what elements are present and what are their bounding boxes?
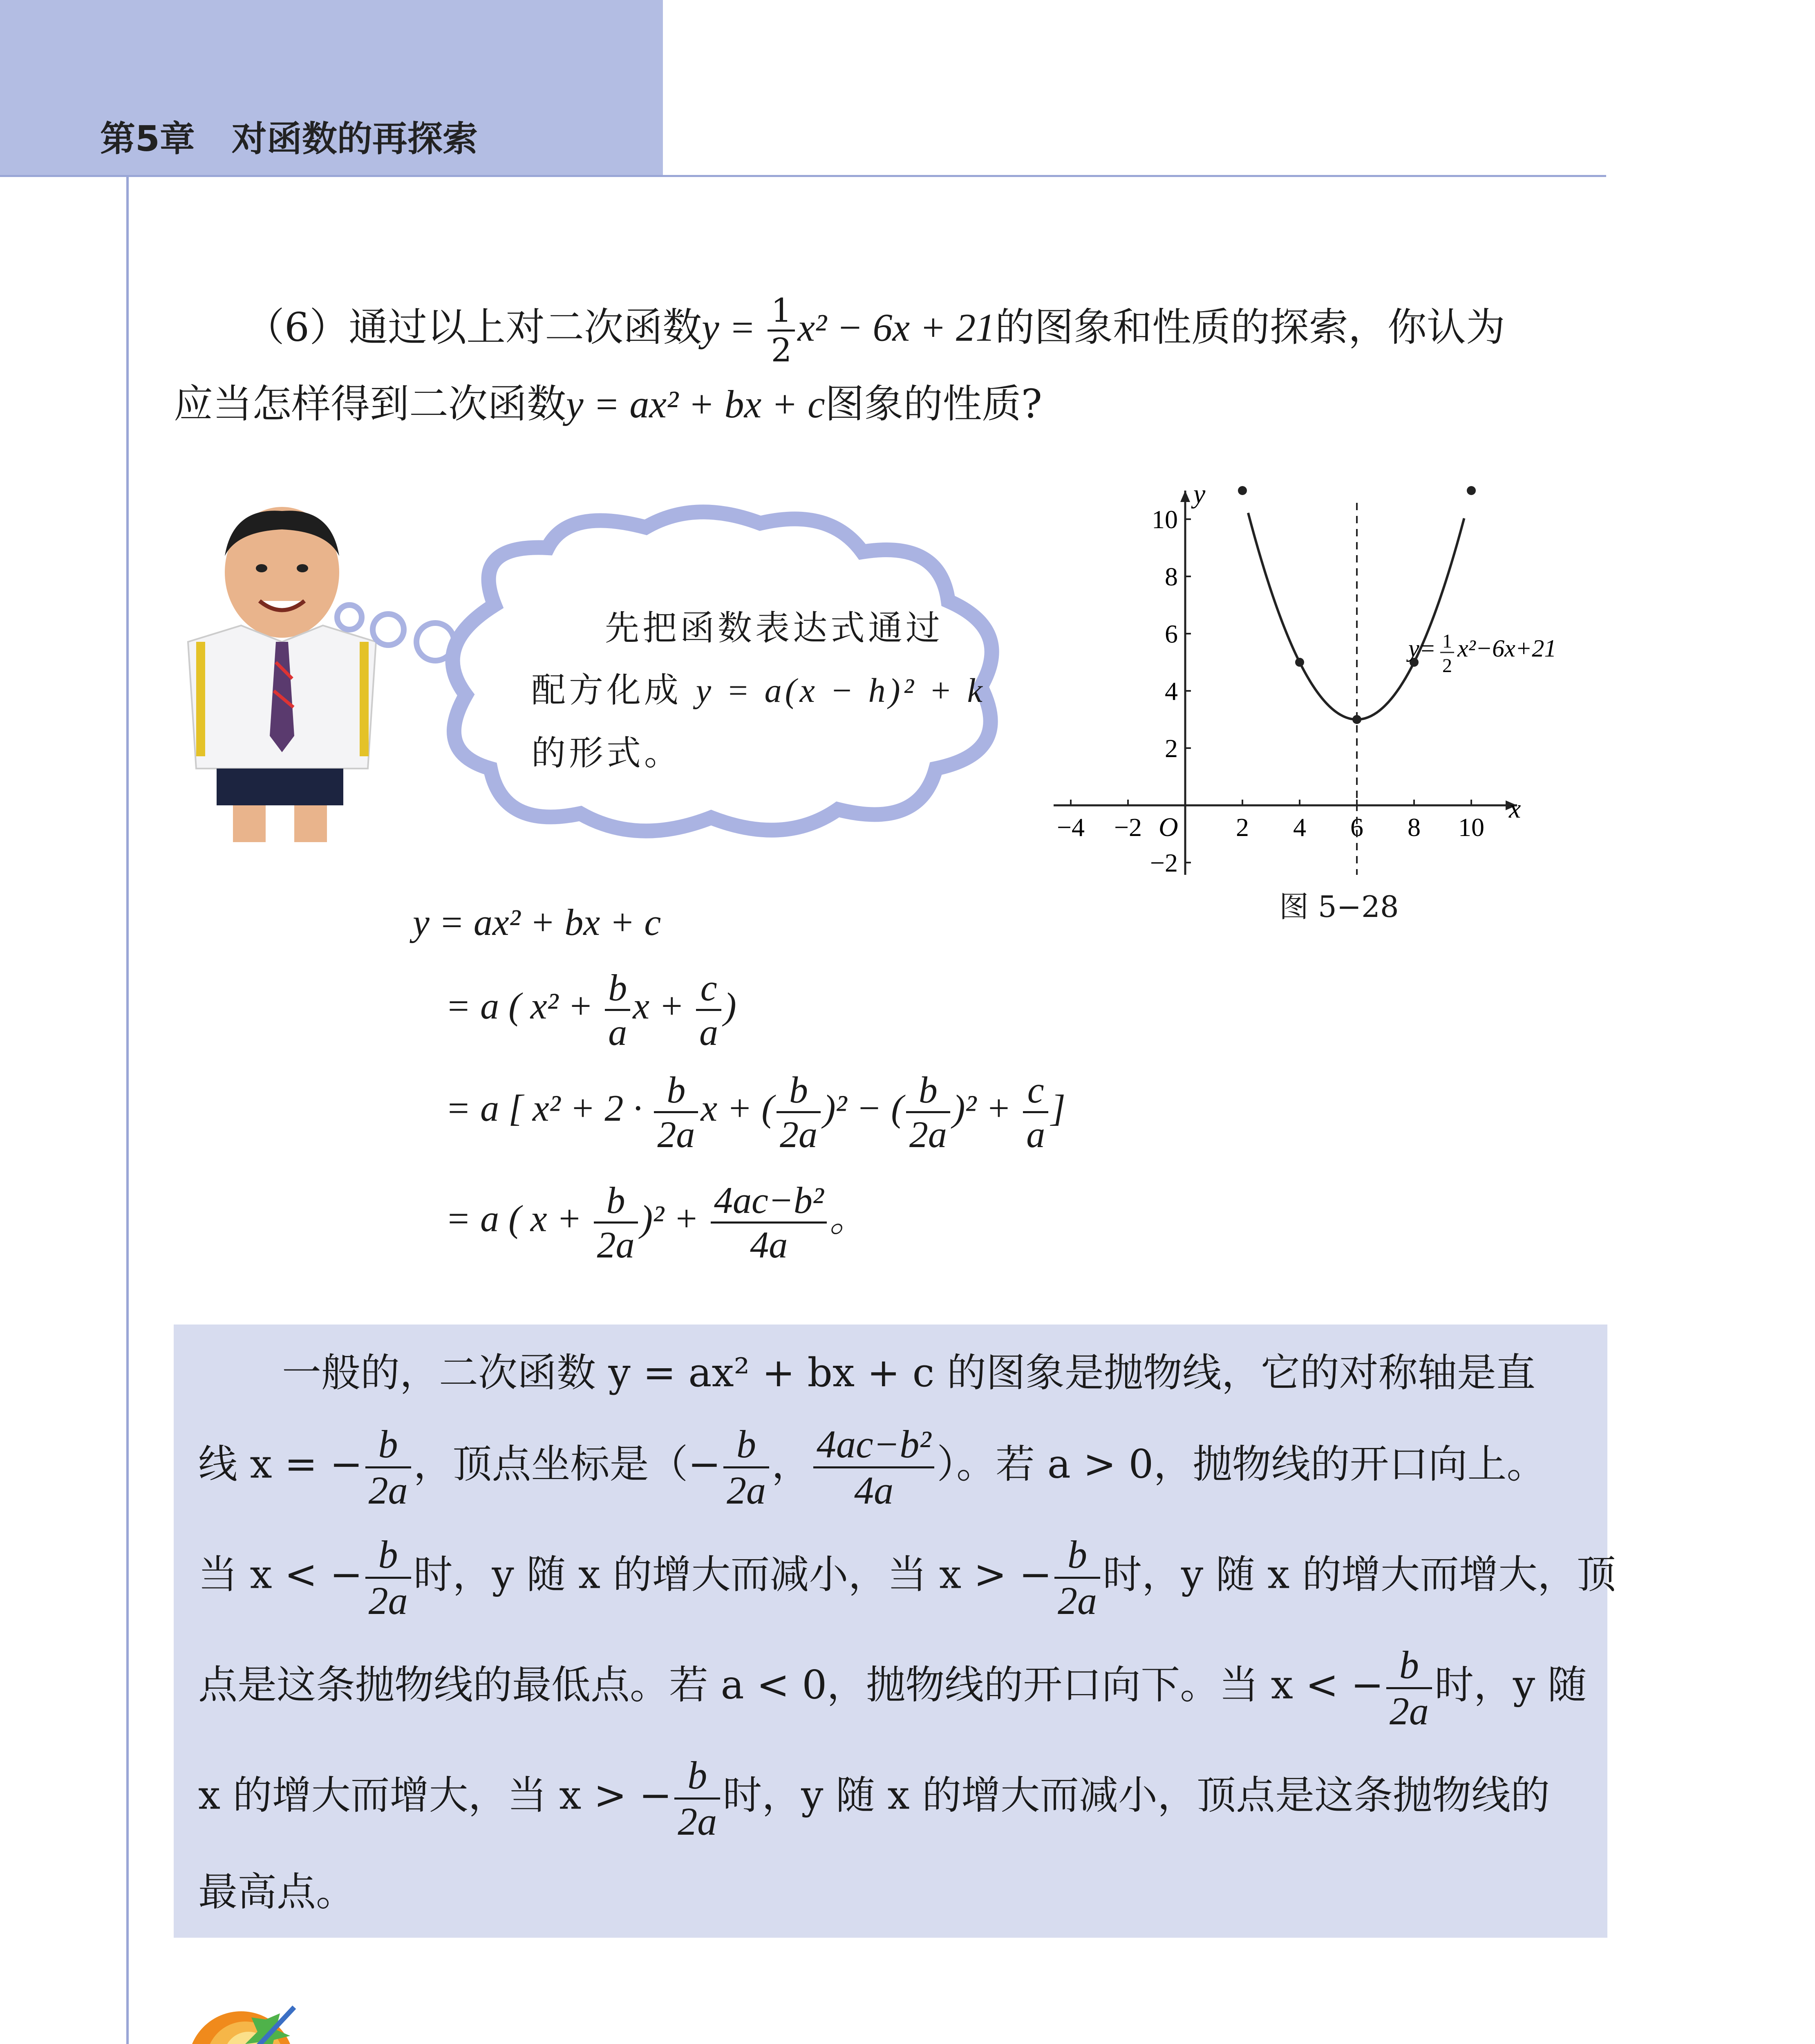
curve-label-rhs: x²−6x+21: [1457, 635, 1557, 662]
x-tick-label: 10: [1458, 813, 1484, 842]
data-point: [1295, 658, 1304, 667]
frac-num: b: [654, 1071, 698, 1113]
deriv-text: )² +: [952, 1087, 1021, 1129]
deriv-text: )² − (: [823, 1087, 904, 1129]
target-icon: [172, 1995, 319, 2044]
fraction: [777, 1071, 821, 1153]
frac-den: 2a: [1058, 1579, 1097, 1623]
fraction: [696, 969, 721, 1051]
fraction: [594, 1181, 638, 1264]
frac-den: 2: [771, 331, 792, 369]
deriv-text: = a ( x² +: [445, 985, 603, 1027]
frac-den: 2a: [1389, 1689, 1429, 1733]
figure-caption: 图 5−28: [1279, 890, 1399, 924]
fraction: [365, 1422, 411, 1512]
y-tick-label: 10: [1152, 505, 1178, 534]
frac-num: b: [605, 969, 630, 1011]
frac-den: 2a: [368, 1468, 408, 1512]
summary-line-4: [198, 1645, 1587, 1731]
summary-text: 线 x = −: [198, 1441, 363, 1487]
summary-line-1: 一般的，二次函数 y = ax² + bx + c 的图象是抛物线，它的对称轴是直: [282, 1350, 1535, 1396]
thought-line-2-text: 配方化成: [531, 670, 682, 710]
fraction: [654, 1071, 698, 1153]
summary-line-3: [198, 1533, 1616, 1623]
summary-text: 时，y 随 x 的增大而减小，当 x > −: [413, 1551, 1052, 1598]
fraction: [1054, 1533, 1100, 1623]
thought-dot: [337, 605, 362, 630]
frac-den: 2a: [909, 1114, 947, 1155]
backpack-strap: [196, 642, 205, 756]
deriv-text: = a ( x +: [445, 1197, 591, 1239]
summary-text: x 的增大而增大，当 x > −: [198, 1772, 672, 1818]
func-rhs: x² − 6x + 21: [797, 305, 995, 350]
frac-den: 2a: [657, 1114, 695, 1155]
frac-den: 2a: [678, 1800, 717, 1843]
frac-den: a: [1026, 1114, 1045, 1155]
summary-text: ）。若 a > 0，抛物线的开口向上。: [937, 1441, 1546, 1487]
data-point: [1352, 715, 1361, 724]
frac-num: b: [365, 1535, 411, 1579]
summary-text: 点是这条抛物线的最低点。若 a < 0，抛物线的开口向下。当 x < −: [198, 1662, 1384, 1708]
chapter-heading: [100, 110, 478, 161]
vertex-form: y = a(x − h)² + k: [696, 672, 986, 710]
fraction: [1023, 1071, 1048, 1153]
frac-num: b: [1054, 1535, 1100, 1579]
deriv-text: )² +: [640, 1197, 708, 1239]
summary-box: [174, 1325, 1607, 1938]
x-tick-label: −4: [1056, 813, 1085, 842]
deriv-text: x + (: [700, 1087, 774, 1129]
frac-den: 2a: [368, 1579, 408, 1623]
x-tick-label: 8: [1408, 813, 1421, 842]
y-axis-label: y: [1193, 479, 1206, 509]
frac-num: b: [1386, 1645, 1432, 1689]
parabola-graph: [1050, 458, 1614, 875]
thought-line-3: 的形式。: [531, 733, 682, 773]
x-tick-label: −2: [1114, 813, 1142, 842]
frac-num: b: [777, 1071, 821, 1113]
fraction: [1386, 1645, 1432, 1731]
deriv-text: ]: [1051, 1087, 1066, 1129]
y-tick-label: 6: [1165, 619, 1178, 648]
frac-den: 4a: [854, 1468, 894, 1512]
frac-num: b: [674, 1756, 720, 1800]
thought-dot: [373, 614, 404, 645]
frac-den: 2a: [597, 1224, 635, 1266]
data-point: [1238, 486, 1247, 495]
summary-text: 时，y 随: [1434, 1662, 1587, 1708]
intro-line-2: [174, 381, 1043, 427]
x-tick-label: 6: [1350, 813, 1363, 842]
deriv-text: ): [724, 985, 736, 1027]
frac-num: 1: [768, 294, 795, 332]
thought-line-1: 先把函数表达式通过: [605, 608, 944, 648]
challenge-title: [323, 2040, 516, 2044]
curve-label-den: 2: [1442, 655, 1452, 677]
thought-text: [531, 597, 1005, 784]
summary-text: ，顶点坐标是（−: [413, 1441, 721, 1487]
x-axis-label: x: [1509, 794, 1521, 824]
derivation-line-3: [445, 1071, 1065, 1153]
func-lhs: y =: [702, 305, 765, 350]
summary-line-5: [198, 1753, 1550, 1843]
margin-rule: [126, 177, 129, 2044]
derivation-line-2: [445, 969, 736, 1051]
intro-text-2-post: 图象的性质?: [825, 381, 1043, 427]
frac-num: c: [1023, 1071, 1048, 1113]
frac-num: b: [723, 1425, 769, 1468]
frac-num: 4ac−b²: [711, 1181, 827, 1224]
header-rule: [0, 175, 1606, 177]
boy-eye-right: [297, 564, 308, 572]
curve-label-num: 1: [1442, 630, 1452, 652]
deriv-text: 。: [829, 1197, 867, 1239]
fraction: [674, 1753, 720, 1843]
frac-den: 2a: [727, 1468, 766, 1512]
fraction: [605, 969, 630, 1051]
x-tick-label: 2: [1236, 813, 1249, 842]
summary-line-2: [198, 1422, 1546, 1512]
data-point: [1467, 486, 1476, 495]
intro-text-post: 的图象和性质的探索，你认为: [995, 304, 1505, 350]
frac-den: 4a: [750, 1224, 788, 1266]
frac-num: b: [365, 1425, 411, 1468]
thought-line-2: [531, 659, 1005, 722]
summary-text: ，: [772, 1441, 811, 1487]
boy-eye-left: [256, 564, 267, 572]
y-tick-label: 2: [1165, 734, 1178, 763]
intro-line-1: [245, 291, 1505, 369]
fraction: [906, 1071, 950, 1153]
frac-num: b: [594, 1181, 638, 1224]
summary-text: 当 x < −: [198, 1551, 363, 1598]
deriv-text: = a [ x² + 2 ·: [445, 1087, 652, 1129]
y-tick-label: 8: [1165, 562, 1178, 591]
fraction: [813, 1422, 934, 1512]
fraction-half: [768, 291, 795, 369]
y-axis-arrow: [1180, 491, 1190, 502]
fraction: [711, 1181, 827, 1264]
x-tick-label: 4: [1293, 813, 1306, 842]
chapter-title: 对函数的再探索: [231, 119, 478, 159]
curve-label-lhs: y=: [1408, 635, 1436, 662]
summary-text: 时，y 随 x 的增大而增大，顶: [1103, 1551, 1616, 1598]
frac-num: c: [696, 969, 721, 1011]
deriv-text: x +: [633, 985, 694, 1027]
frac-num: b: [906, 1071, 950, 1113]
fraction: [365, 1533, 411, 1623]
chapter-number: 第5章: [100, 119, 195, 159]
frac-den: a: [699, 1011, 718, 1053]
summary-line-6: 最高点。: [198, 1869, 355, 1915]
frac-den: 2a: [779, 1114, 817, 1155]
y-tick-label: −2: [1150, 848, 1178, 875]
summary-text: 时，y 随 x 的增大而减小，顶点是这条抛物线的: [723, 1772, 1550, 1818]
y-tick-label: 4: [1165, 677, 1178, 706]
origin-label: O: [1159, 812, 1178, 842]
intro-text-2: 应当怎样得到二次函数: [174, 381, 566, 427]
intro-text: 通过以上对二次函数: [349, 304, 702, 350]
derivation-line-1: y = ax² + bx + c: [413, 901, 661, 943]
fraction: [723, 1422, 769, 1512]
general-func: y = ax² + bx + c: [566, 382, 825, 426]
frac-den: a: [608, 1011, 627, 1053]
question-number: （6）: [245, 304, 349, 350]
boy-leg: [233, 805, 266, 842]
derivation-line-4: [445, 1181, 867, 1264]
frac-num: 4ac−b²: [813, 1425, 934, 1468]
